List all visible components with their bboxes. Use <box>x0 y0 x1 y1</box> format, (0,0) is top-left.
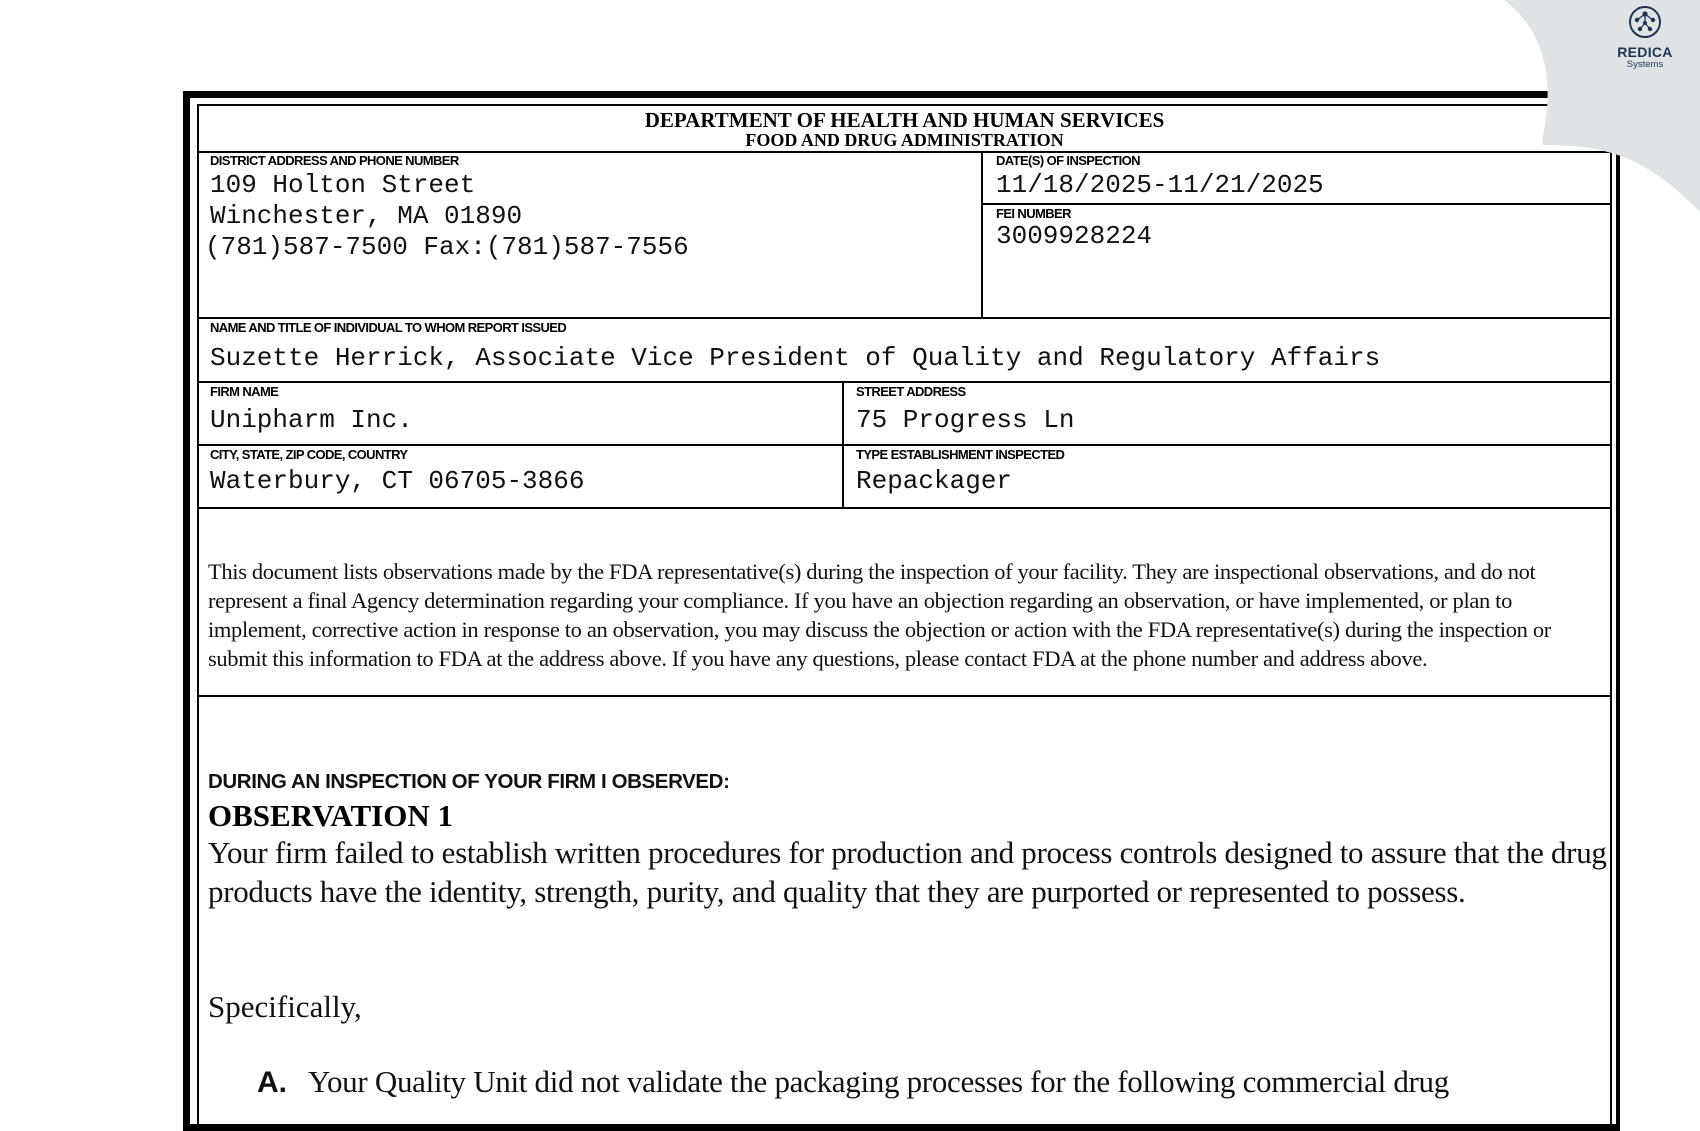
district-street: 109 Holton Street <box>210 170 476 200</box>
divider <box>981 151 983 317</box>
firm-name-label: FIRM NAME <box>210 384 279 399</box>
item-letter: A. <box>257 1066 287 1099</box>
fei-label: FEI NUMBER <box>996 206 1071 221</box>
recipient-value: Suzette Herrick, Associate Vice President of Quality and Regulatory Affairs <box>210 343 1381 373</box>
establishment-value: Repackager <box>856 466 1013 496</box>
district-city: Winchester, MA 01890 <box>210 201 523 231</box>
logo-subtitle: Systems <box>1626 59 1664 70</box>
district-phone: (781)587-7500 Fax:(781)587-7556 <box>205 232 689 262</box>
divider <box>199 381 1610 383</box>
observation-heading: OBSERVATION 1 <box>208 798 453 833</box>
specifically-text: Specifically, <box>208 989 362 1024</box>
city-label: CITY, STATE, ZIP CODE, COUNTRY <box>210 447 408 462</box>
redica-logo <box>1590 4 1700 70</box>
establishment-label: TYPE ESTABLISHMENT INSPECTED <box>856 447 1065 462</box>
observation-text: Your firm failed to establish written procedures for production and process controls designed to assure that the drug products have the identity, strength, purity, and quality that they are purported or represented to possess. <box>208 835 1607 909</box>
firm-name-value: Unipharm Inc. <box>210 405 413 435</box>
district-label: DISTRICT ADDRESS AND PHONE NUMBER <box>210 153 459 168</box>
recipient-label: NAME AND TITLE OF INDIVIDUAL TO WHOM REPORT ISSUED <box>210 320 567 335</box>
divider <box>199 695 1610 697</box>
street-address-value: 75 Progress Ln <box>856 405 1075 435</box>
divider <box>199 317 1610 319</box>
divider <box>199 507 1610 509</box>
logo-name: REDICA <box>1617 44 1673 60</box>
department-title: DEPARTMENT OF HEALTH AND HUMAN SERVICES <box>644 108 1165 132</box>
inspection-dates-label: DATE(S) OF INSPECTION <box>996 153 1140 168</box>
form-inner-frame <box>197 104 1612 1124</box>
inspection-dates-value: 11/18/2025-11/21/2025 <box>996 170 1324 200</box>
fei-value: 3009928224 <box>996 221 1153 251</box>
network-nodes-icon <box>1627 4 1663 40</box>
fda-483-form <box>183 91 1620 1131</box>
city-value: Waterbury, CT 06705-3866 <box>210 466 585 496</box>
observations-intro: DURING AN INSPECTION OF YOUR FIRM I OBSERVED: <box>208 770 730 793</box>
item-text: Your Quality Unit did not validate the packaging processes for the following commercial drug <box>308 1064 1449 1099</box>
divider <box>199 444 1610 446</box>
street-address-label: STREET ADDRESS <box>856 384 966 399</box>
agency-title: FOOD AND DRUG ADMINISTRATION <box>745 130 1064 150</box>
notice-paragraph: This document lists observations made by the FDA representative(s) during the inspection of your facility. They are inspectional observations, and do not represent a final Agency determination regarding your compliance. If you have an objection regarding an observation, or have implemented, or plan to implement, corrective action in response to an observation, you may discuss the objection or action with the FDA representative(s) during the inspection or submit this information to FDA at the address above. If you have any questions, please contact FDA at the phone number and address above. <box>208 559 1551 671</box>
